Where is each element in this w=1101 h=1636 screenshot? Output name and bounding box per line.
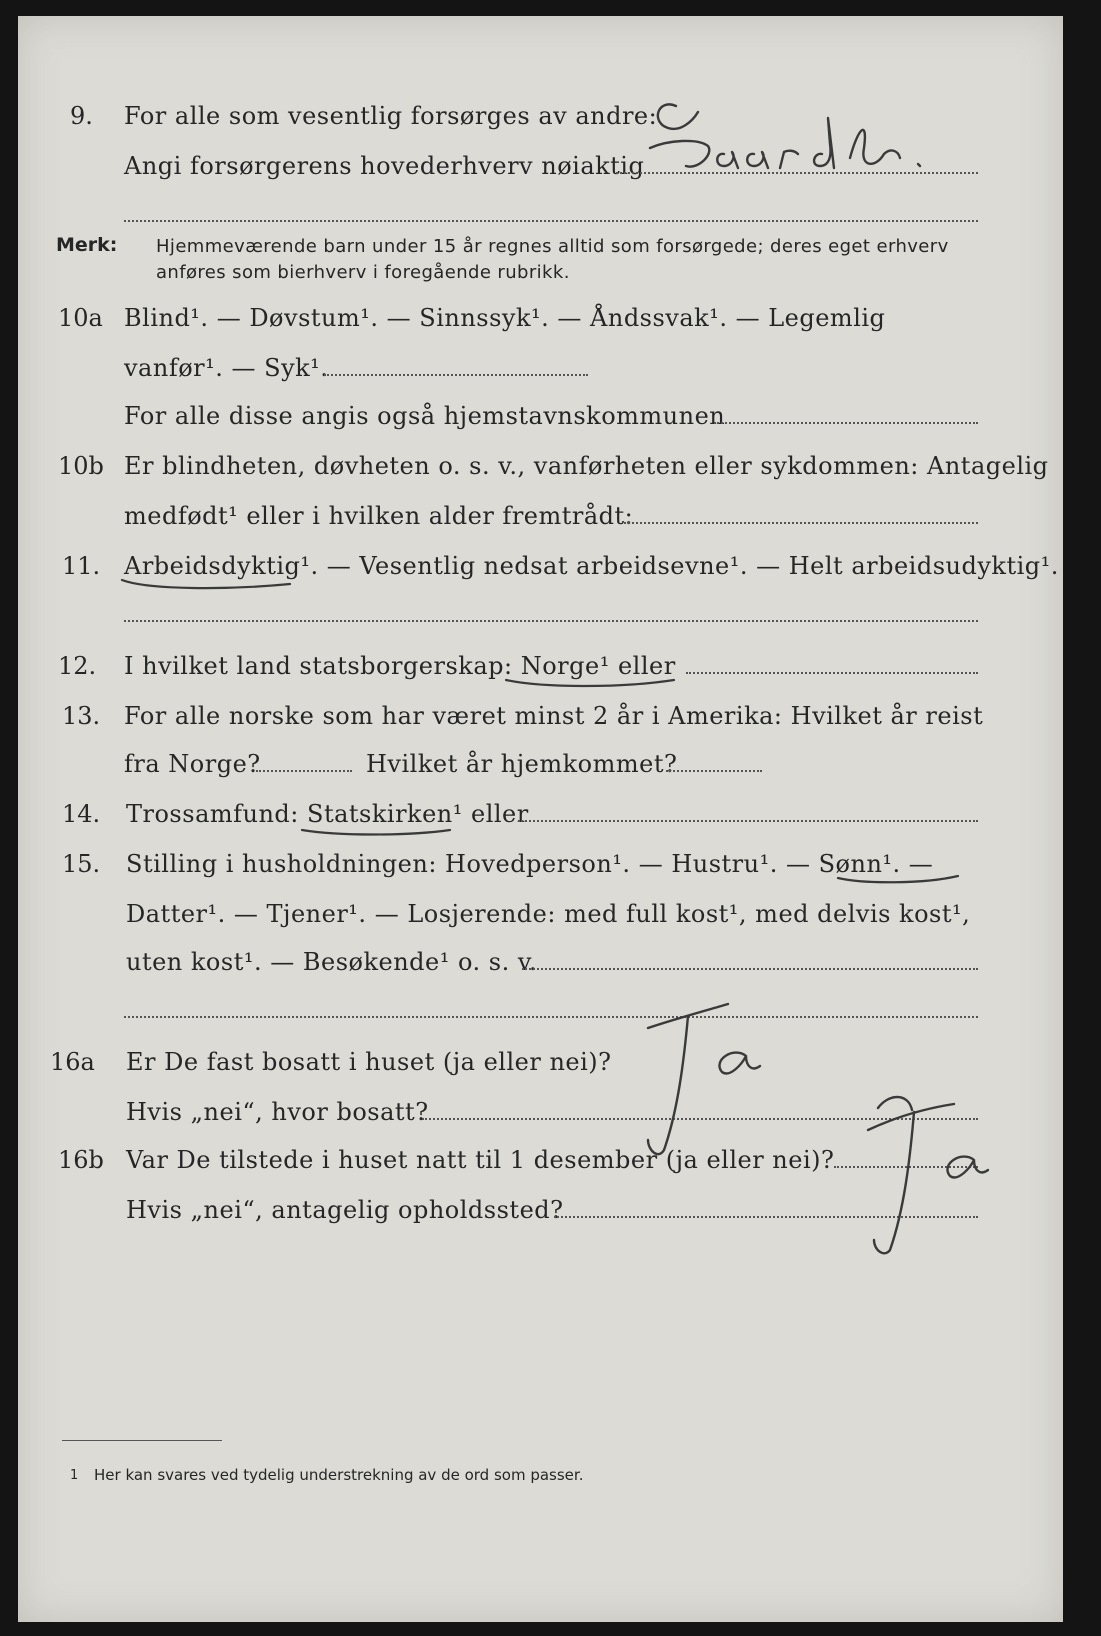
q10b-line1: Er blindheten, døvheten o. s. v., vanførheten eller sykdommen: Antagelig xyxy=(124,452,1049,480)
q16a-fill xyxy=(422,1118,978,1120)
q9-extra-line xyxy=(124,220,978,222)
q15-extra-line xyxy=(124,1016,978,1018)
q10b-line2-fill xyxy=(624,522,978,524)
q15-fill xyxy=(522,968,978,970)
q13-line2b: Hvilket år hjemkommet? xyxy=(366,750,678,778)
q9-line2: Angi forsørgerens hovederhverv nøiaktig xyxy=(124,152,645,180)
q10a-line1: Blind¹. — Døvstum¹. — Sinnssyk¹. — Åndssvak¹. — Legemlig xyxy=(124,304,886,332)
q12-line1: I hvilket land statsborgerskap: Norge¹ eller xyxy=(124,652,676,680)
q14-line1: Trossamfund: Statskirken¹ eller xyxy=(126,800,529,828)
q12-fill xyxy=(686,672,978,674)
q14-number: 14. xyxy=(62,800,101,828)
census-form-page xyxy=(18,16,1063,1622)
q10b-line2: medfødt¹ eller i hvilken alder fremtrådt: xyxy=(124,502,634,530)
q16b-line1: Var De tilstede i huset natt til 1 desember (ja eller nei)? xyxy=(126,1146,835,1174)
merk-line2: anføres som bierhverv i foregående rubrikk. xyxy=(156,262,570,283)
q16a-line2: Hvis „nei“, hvor bosatt? xyxy=(126,1098,429,1126)
q9-answer-line xyxy=(616,172,978,174)
q16b-answer xyxy=(878,1156,879,1157)
q10a-line2: vanfør¹. — Syk¹. xyxy=(124,354,329,382)
q10a-line3-fill xyxy=(714,422,978,424)
footnote-rule xyxy=(62,1440,222,1441)
q10a-number: 10a xyxy=(58,304,103,332)
q9-line1: For alle som vesentlig forsørges av andre: xyxy=(124,102,658,130)
q13-hjemkommet-fill xyxy=(666,770,762,772)
q15-line1: Stilling i husholdningen: Hovedperson¹. — Hustru¹. — Sønn¹. — xyxy=(126,850,934,878)
q11-number: 11. xyxy=(62,552,101,580)
q13-reist-fill xyxy=(256,770,352,772)
merk-label: Merk: xyxy=(56,234,118,256)
q16b-line2: Hvis „nei“, antagelig opholdssted? xyxy=(126,1196,564,1224)
q16b-fill xyxy=(554,1216,978,1218)
q16a-number: 16a xyxy=(50,1048,95,1076)
q16a-answer xyxy=(658,1056,659,1057)
footnote-mark: 1 xyxy=(70,1468,79,1483)
q16b-handwritten-answer-drawing xyxy=(838,1090,998,1260)
q14-fill xyxy=(518,820,978,822)
q15-number: 15. xyxy=(62,850,101,878)
q10a-line3: For alle disse angis også hjemstavnskommunen xyxy=(124,402,726,430)
q12-number: 12. xyxy=(58,652,97,680)
merk-line1: Hjemmeværende barn under 15 år regnes alltid som forsørgede; deres eget erhverv xyxy=(156,236,949,257)
q15-line2: Datter¹. — Tjener¹. — Losjerende: med full kost¹, med delvis kost¹, xyxy=(126,900,971,928)
q16a-handwritten-answer-drawing xyxy=(618,1000,778,1160)
q10b-number: 10b xyxy=(58,452,104,480)
q11-extra-line xyxy=(124,620,978,622)
q15-line3: uten kost¹. — Besøkende¹ o. s. v. xyxy=(126,948,538,976)
q13-number: 13. xyxy=(62,702,101,730)
q9-answer xyxy=(668,138,672,139)
q16a-line1: Er De fast bosatt i huset (ja eller nei)? xyxy=(126,1048,612,1076)
footnote-text: Her kan svares ved tydelig understrekning av de ord som passer. xyxy=(94,1466,584,1484)
q13-line2a: fra Norge? xyxy=(124,750,261,778)
q16b-number: 16b xyxy=(58,1146,104,1174)
q9-number: 9. xyxy=(70,102,93,130)
q10a-line2-fill xyxy=(324,374,588,376)
q13-line1: For alle norske som har været minst 2 år i Amerika: Hvilket år reist xyxy=(124,702,984,730)
q11-line1: Arbeidsdyktig¹. — Vesentlig nedsat arbeidsevne¹. — Helt arbeidsudyktig¹. xyxy=(124,552,1059,580)
q16b-line1-fill xyxy=(834,1166,978,1168)
